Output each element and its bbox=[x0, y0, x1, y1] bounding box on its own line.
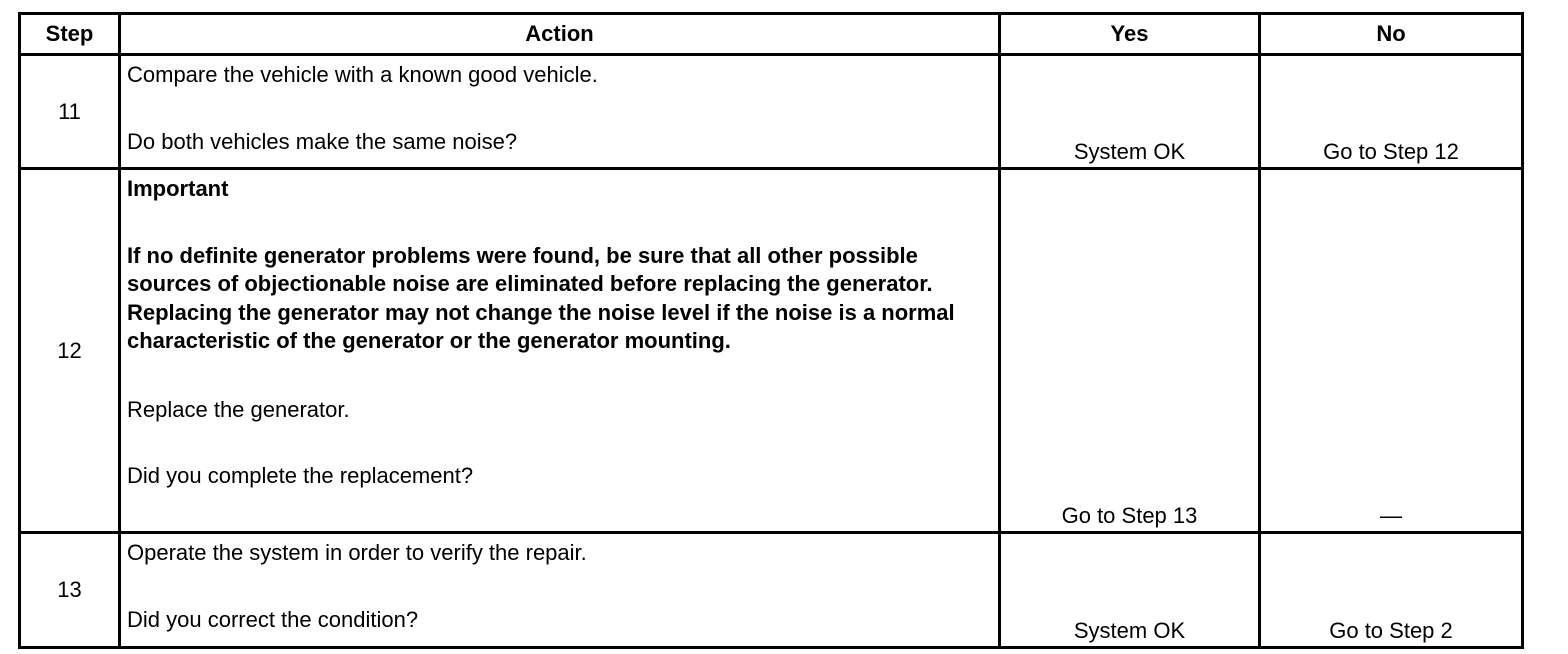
table-row bbox=[20, 533, 1523, 648]
action-cell bbox=[120, 169, 1000, 533]
action-cell bbox=[120, 533, 1000, 648]
header-yes: Yes bbox=[1000, 14, 1260, 55]
step-number: 13 bbox=[20, 533, 120, 648]
header-row bbox=[20, 14, 1523, 55]
step-number: 12 bbox=[20, 169, 120, 533]
yes-result: System OK bbox=[1000, 55, 1260, 169]
action-cell bbox=[120, 55, 1000, 169]
yes-result: System OK bbox=[1000, 533, 1260, 648]
yes-result: Go to Step 13 bbox=[1000, 169, 1260, 533]
no-result: — bbox=[1260, 169, 1523, 533]
action-question: Did you complete the replacement? bbox=[127, 463, 474, 488]
action-instruction: Replace the generator. bbox=[127, 396, 350, 422]
header-step: Step bbox=[20, 14, 120, 55]
header-no: No bbox=[1260, 14, 1523, 55]
action-instruction: Operate the system in order to verify the repair. bbox=[127, 540, 587, 565]
no-result: Go to Step 2 bbox=[1260, 533, 1523, 648]
action-question: Do both vehicles make the same noise? bbox=[127, 128, 518, 154]
header-action: Action bbox=[120, 14, 1000, 55]
important-title: Important bbox=[127, 176, 229, 201]
table-row bbox=[20, 55, 1523, 169]
action-question: Did you correct the condition? bbox=[127, 606, 419, 632]
diagnostic-table bbox=[18, 12, 1524, 649]
no-result: Go to Step 12 bbox=[1260, 55, 1523, 169]
action-instruction: Compare the vehicle with a known good vehicle. bbox=[127, 62, 598, 87]
step-number: 11 bbox=[20, 55, 120, 169]
important-text: If no definite generator problems were found, be sure that all other possible sources of objectionable noise are eliminated before replacing the generator. Replacing the generator may not change the noise level if the noise is a normal characteristic of the generator or the generator mounting. bbox=[127, 242, 955, 353]
table-row bbox=[20, 169, 1523, 533]
